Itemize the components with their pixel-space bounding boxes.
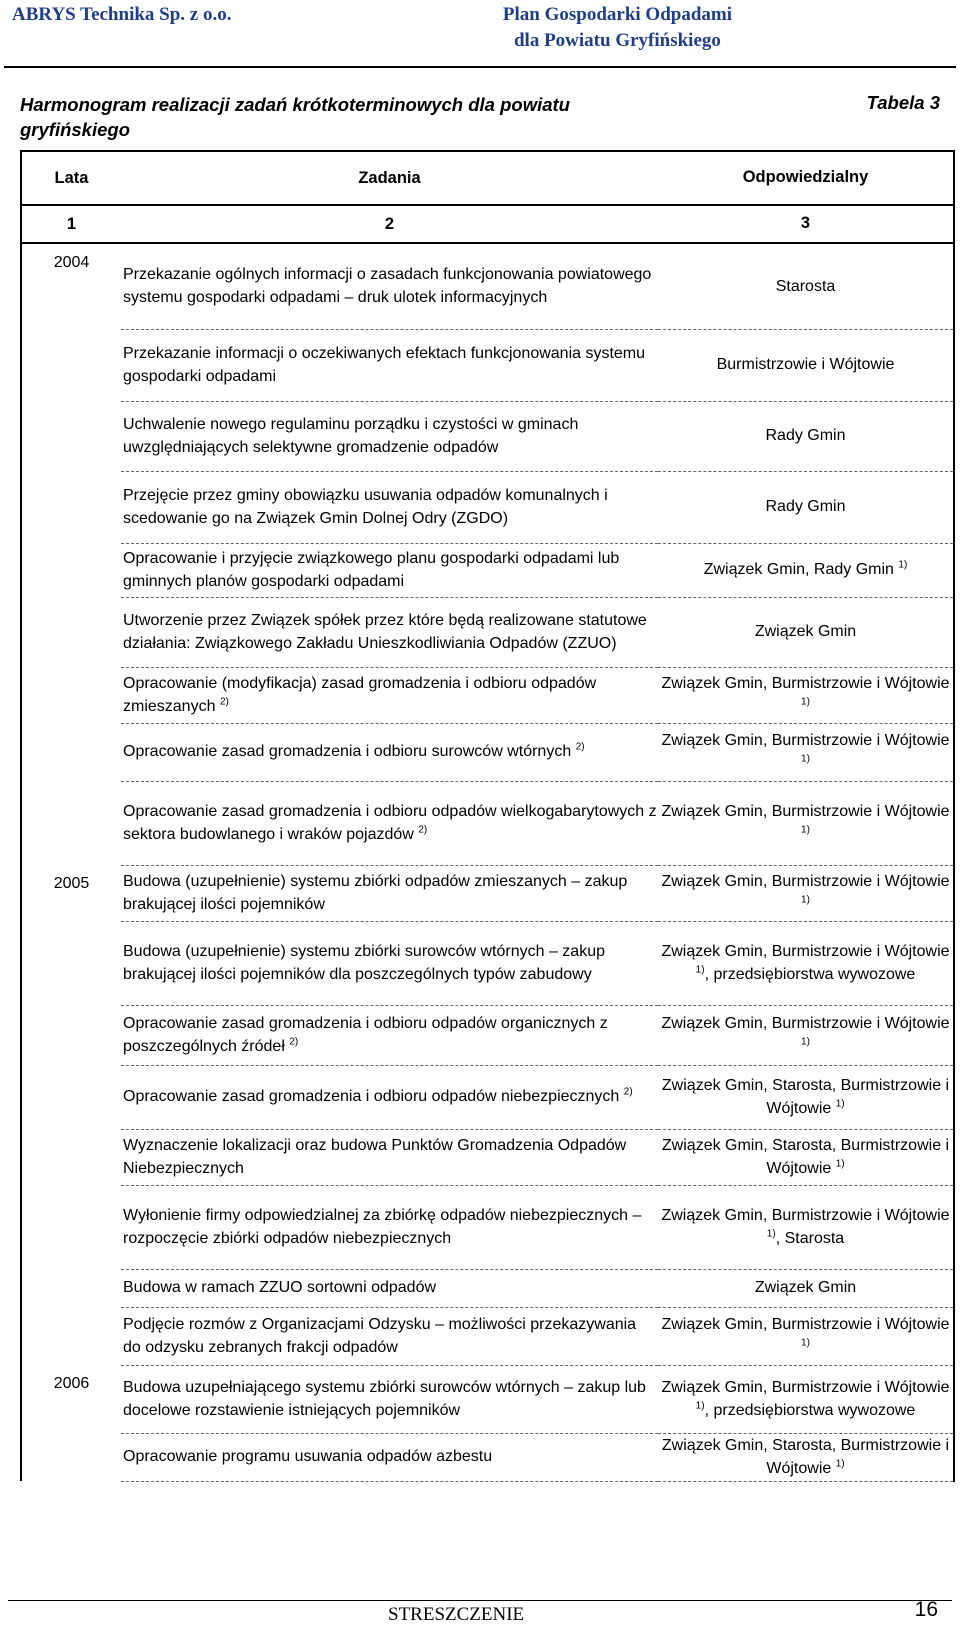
- company-name: ABRYS Technika Sp. z o.o.: [12, 4, 232, 25]
- row-responsible-text: Związek Gmin, Burmistrzowie i Wójtowie: [661, 1378, 950, 1396]
- column-number-1: 1: [21, 205, 121, 243]
- row-task: [121, 781, 658, 865]
- row-year: [21, 1307, 121, 1365]
- row-responsible: [658, 1065, 954, 1129]
- row-year: 2006: [21, 1365, 121, 1433]
- row-year: [21, 781, 121, 865]
- row-year: [21, 543, 121, 597]
- row-responsible: [658, 1365, 954, 1433]
- row-responsible: [658, 781, 954, 865]
- footnote-marker: 1): [801, 894, 810, 906]
- row-responsible-text: Związek Gmin, Burmistrzowie i Wójtowie: [661, 802, 950, 820]
- row-responsible-text: Burmistrzowie i Wójtowie: [716, 356, 895, 374]
- footnote-marker: 1): [835, 1458, 845, 1470]
- document-title: [503, 2, 732, 54]
- row-responsible-extra: , Starosta: [775, 1230, 845, 1247]
- row-year: [21, 723, 121, 781]
- row-responsible-text: Rady Gmin: [765, 498, 846, 516]
- table-row: [21, 597, 954, 667]
- header-rule: [4, 66, 956, 68]
- row-responsible: [658, 1269, 954, 1307]
- row-task: [121, 543, 658, 597]
- table-row: [21, 329, 954, 401]
- row-responsible: [658, 667, 954, 723]
- table-row: [21, 723, 954, 781]
- table-row: [21, 1129, 954, 1185]
- table-row: [21, 243, 954, 329]
- row-task-text: Przekazanie informacji o oczekiwanych efektach funkcjonowania systemu gospodarki odpadami: [123, 344, 646, 385]
- row-responsible: [658, 1433, 954, 1481]
- row-task: [121, 1185, 658, 1269]
- row-responsible: [658, 543, 954, 597]
- row-task-text: Opracowanie zasad gromadzenia i odbioru surowców wtórnych: [123, 743, 572, 761]
- row-task: [121, 667, 658, 723]
- table-row: [21, 543, 954, 597]
- row-year: [21, 1433, 121, 1481]
- footnote-marker: 1): [801, 696, 810, 708]
- row-task-text: Budowa uzupełniającego systemu zbiórki surowców wtórnych – zakup lub docelowe rozstawienie istniejących pojemników: [123, 1378, 646, 1419]
- row-responsible-text: Związek Gmin, Burmistrzowie i Wójtowie: [661, 674, 950, 692]
- row-responsible: [658, 1185, 954, 1269]
- row-task-text: Uchwalenie nowego regulaminu porządku i czystości w gminach uwzględniających selektywne gromadzenie odpadów: [123, 415, 579, 456]
- column-header-responsible: Odpowiedzialny: [658, 151, 954, 205]
- row-year: [21, 921, 121, 1005]
- row-responsible: [658, 243, 954, 329]
- row-responsible: [658, 865, 954, 921]
- table-row: [21, 1185, 954, 1269]
- row-responsible: [658, 471, 954, 543]
- row-responsible: [658, 723, 954, 781]
- table-row: [21, 1269, 954, 1307]
- row-task: [121, 1269, 658, 1307]
- row-responsible-text: Związek Gmin: [754, 1279, 857, 1297]
- schedule-table: [20, 150, 955, 1482]
- footnote-marker: 2): [219, 696, 229, 708]
- footnote-marker: 1): [801, 1036, 810, 1048]
- row-task-text: Przekazanie ogólnych informacji o zasadach funkcjonowania powiatowego systemu gospodarki odpadami – druk ulotek informacyjnych: [123, 265, 652, 307]
- footnote-marker: 1): [801, 753, 810, 765]
- column-number-row: [21, 205, 954, 243]
- footnote-marker: 1): [898, 559, 908, 571]
- column-number-2: 2: [121, 205, 658, 243]
- row-task: [121, 471, 658, 543]
- row-task-text: Opracowanie zasad gromadzenia i odbioru odpadów niebezpiecznych: [123, 1088, 620, 1106]
- row-task: [121, 1005, 658, 1065]
- row-year: [21, 1185, 121, 1269]
- row-task-text: Wyłonienie firmy odpowiedzialnej za zbiórkę odpadów niebezpiecznych – rozpoczęcie zbiórki odpadów niebezpiecznych: [123, 1206, 642, 1247]
- row-responsible: [658, 597, 954, 667]
- row-responsible-text: Związek Gmin, Burmistrzowie i Wójtowie: [661, 1206, 950, 1224]
- row-responsible-extra: , przedsiębiorstwa wywozowe: [704, 966, 916, 983]
- page-number: 16: [914, 1598, 938, 1621]
- row-responsible-text: Związek Gmin, Burmistrzowie i Wójtowie: [661, 1014, 950, 1032]
- row-task: [121, 1307, 658, 1365]
- table-row: [21, 1005, 954, 1065]
- row-task: [121, 1065, 658, 1129]
- table-row: [21, 1307, 954, 1365]
- table-row: [21, 471, 954, 543]
- row-task: [121, 1129, 658, 1185]
- row-year: [21, 471, 121, 543]
- row-task: [121, 1365, 658, 1433]
- table-row: [21, 1365, 954, 1433]
- row-task-text: Przejęcie przez gminy obowiązku usuwania odpadów komunalnych i scedowanie go na Związek Gmin Dolnej Odry (ZGDO): [123, 486, 608, 527]
- row-year: [21, 1269, 121, 1307]
- row-task: [121, 865, 658, 921]
- row-responsible: [658, 921, 954, 1005]
- row-responsible: [658, 329, 954, 401]
- document-title-line2: dla Powiatu Gryfińskiego: [513, 30, 721, 51]
- row-responsible-text: Związek Gmin, Burmistrzowie i Wójtowie: [661, 942, 950, 960]
- row-task: [121, 597, 658, 667]
- row-year: [21, 667, 121, 723]
- row-task: [121, 401, 658, 471]
- row-task-text: Opracowanie (modyfikacja) zasad gromadzenia i odbioru odpadów zmieszanych: [123, 674, 597, 715]
- table-label: Tabela 3: [866, 92, 940, 113]
- row-responsible: [658, 1129, 954, 1185]
- row-responsible-text: Związek Gmin, Starosta, Burmistrzowie i Wójtowie: [661, 1136, 950, 1177]
- table-title: Harmonogram realizacji zadań krótkoterminowych dla powiatu gryfińskiego: [20, 94, 570, 140]
- row-responsible-text: Związek Gmin, Burmistrzowie i Wójtowie: [661, 1315, 950, 1333]
- row-responsible-text: Związek Gmin: [754, 623, 857, 641]
- table-row: [21, 921, 954, 1005]
- footnote-marker: 2): [575, 741, 585, 753]
- row-task-text: Budowa w ramach ZZUO sortowni odpadów: [123, 1279, 437, 1297]
- row-year: 2004: [21, 243, 121, 329]
- row-responsible-text: Związek Gmin, Starosta, Burmistrzowie i Wójtowie: [661, 1076, 950, 1117]
- table-row: [21, 401, 954, 471]
- row-task: [121, 723, 658, 781]
- row-year: [21, 1065, 121, 1129]
- row-task-text: Wyznaczenie lokalizacji oraz budowa Punktów Gromadzenia Odpadów Niebezpiecznych: [123, 1136, 627, 1177]
- row-responsible: [658, 1307, 954, 1365]
- footnote-marker: 1): [695, 1400, 705, 1412]
- row-task-text: Budowa (uzupełnienie) systemu zbiórki surowców wtórnych – zakup brakującej ilości pojemników dla poszczególnych typów zabudowy: [123, 942, 605, 983]
- row-task: [121, 1433, 658, 1481]
- row-responsible-text: Rady Gmin: [765, 427, 846, 445]
- footnote-marker: 1): [766, 1228, 776, 1240]
- row-task: [121, 243, 658, 329]
- row-task-text: Utworzenie przez Związek spółek przez które będą realizowane statutowe działania: Związkowego Zakładu Unieszkodliwiania Odpadów (ZZUO): [123, 611, 647, 652]
- row-task-text: Budowa (uzupełnienie) systemu zbiórki odpadów zmieszanych – zakup brakującej ilości pojemników: [123, 872, 628, 913]
- row-task-text: Opracowanie i przyjęcie związkowego planu gospodarki odpadami lub gminnych planów gospodarki odpadami: [123, 549, 620, 590]
- row-responsible: [658, 1005, 954, 1065]
- footnote-marker: 1): [835, 1098, 845, 1110]
- table-row: [21, 1433, 954, 1481]
- row-responsible-text: Związek Gmin, Burmistrzowie i Wójtowie: [661, 731, 950, 749]
- row-year: 2005: [21, 865, 121, 921]
- row-responsible-text: Związek Gmin, Burmistrzowie i Wójtowie: [661, 872, 950, 890]
- row-responsible: [658, 401, 954, 471]
- column-header-year: Lata: [21, 151, 121, 205]
- document-title-line1: Plan Gospodarki Odpadami: [502, 4, 732, 25]
- row-task-text: Podjęcie rozmów z Organizacjami Odzysku – możliwości przekazywania do odzysku zebranych frakcji odpadów: [123, 1315, 637, 1356]
- row-task-text: Opracowanie zasad gromadzenia i odbioru odpadów wielkogabarytowych z sektora budowlanego i wraków pojazdów: [123, 802, 657, 843]
- table-row: [21, 1065, 954, 1129]
- footnote-marker: 1): [835, 1158, 845, 1170]
- row-task-text: Opracowanie programu usuwania odpadów azbestu: [123, 1448, 493, 1466]
- row-responsible-text: Starosta: [775, 277, 836, 295]
- table-row: [21, 667, 954, 723]
- row-task: [121, 921, 658, 1005]
- footnote-marker: 2): [623, 1086, 633, 1098]
- row-task-text: Opracowanie zasad gromadzenia i odbioru odpadów organicznych z poszczególnych źródeł: [123, 1014, 608, 1055]
- table-row: [21, 781, 954, 865]
- footnote-marker: 2): [418, 824, 428, 836]
- row-year: [21, 1005, 121, 1065]
- footnote-marker: 1): [801, 1337, 810, 1349]
- row-year: [21, 597, 121, 667]
- footer-rule: [8, 1600, 952, 1601]
- row-responsible-text: Związek Gmin, Starosta, Burmistrzowie i Wójtowie: [661, 1436, 950, 1477]
- footer-section: STRESZCZENIE: [388, 1604, 525, 1625]
- table-row: [21, 865, 954, 921]
- footnote-marker: 1): [695, 964, 705, 976]
- column-header-task: Zadania: [121, 151, 658, 205]
- column-number-3: 3: [658, 205, 954, 243]
- row-year: [21, 329, 121, 401]
- row-task: [121, 329, 658, 401]
- row-year: [21, 1129, 121, 1185]
- row-year: [21, 401, 121, 471]
- footnote-marker: 2): [289, 1036, 299, 1048]
- schedule-rows: [21, 243, 954, 1481]
- row-responsible-extra: , przedsiębiorstwa wywozowe: [704, 1402, 916, 1419]
- row-responsible-text: Związek Gmin, Rady Gmin: [703, 561, 894, 579]
- column-header-row: [21, 151, 954, 205]
- footnote-marker: 1): [801, 824, 810, 836]
